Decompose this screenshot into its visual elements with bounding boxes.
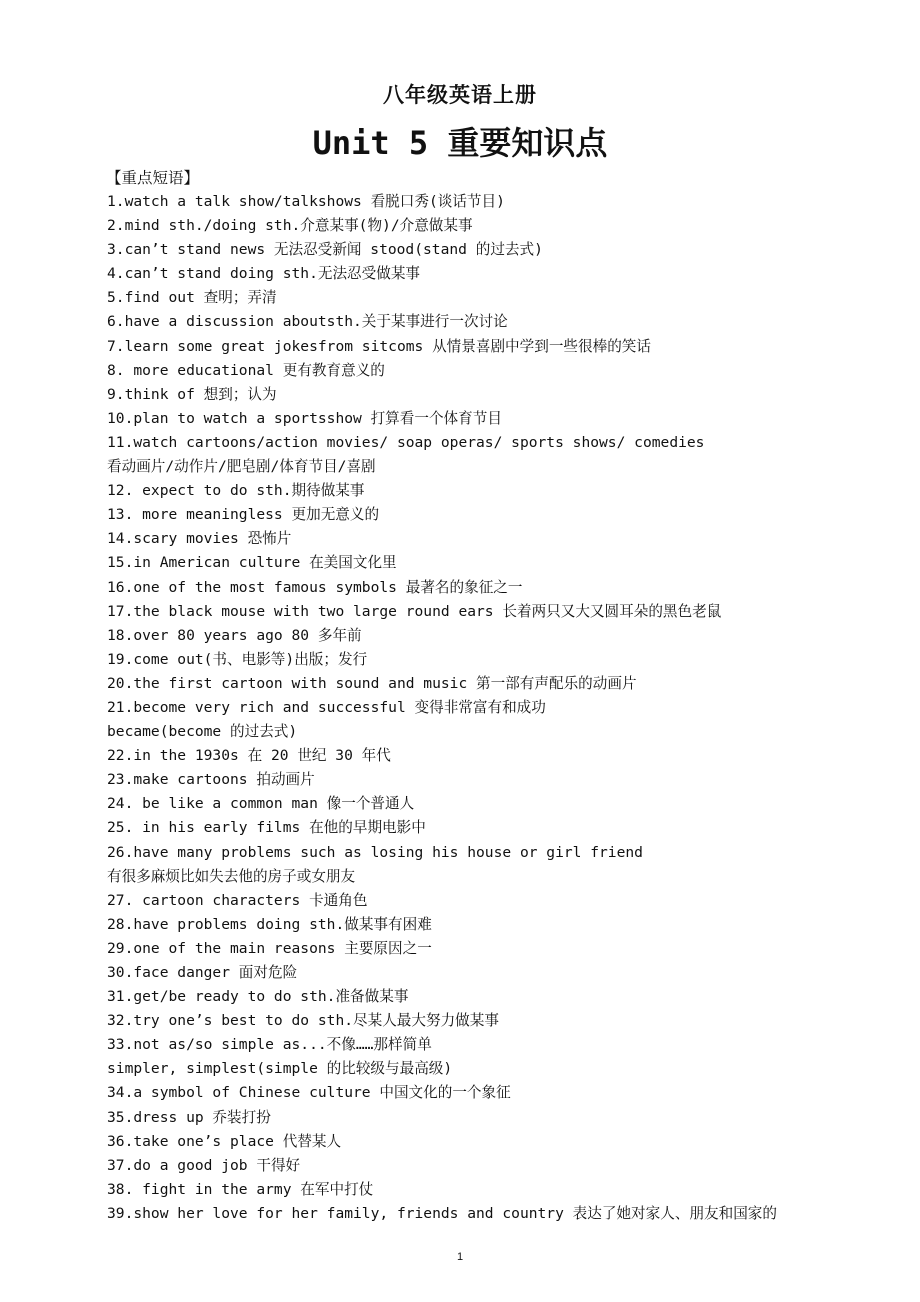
phrase-line: 35.dress up 乔装打扮 [107,1108,271,1126]
phrase-line: 24. be like a common man 像一个普通人 [107,795,415,813]
page-number: 1 [456,1251,464,1263]
phrase-line: 16.one of the most famous symbols 最著名的象征之一 [107,578,523,596]
document-subtitle: Unit 5 重要知识点 [312,124,608,162]
phrase-line: 17.the black mouse with two large round ears 长着两只又大又圆耳朵的黑色老鼠 [107,602,722,620]
phrase-line: 5.find out 查明；弄清 [107,289,277,307]
phrase-line: 39.show her love for her family, friends and country 表达了她对家人、朋友和国家的 [107,1204,777,1222]
phrase-line: 30.face danger 面对危险 [107,964,298,981]
phrase-line: 看动画片/动作片/肥皂剧/体育节目/喜剧 [107,458,376,476]
phrase-line: 20.the first cartoon with sound and music 第一部有声配乐的动画片 [107,674,637,692]
phrase-line: became(become 的过去式) [107,723,298,741]
phrase-line: 34.a symbol of Chinese culture 中国文化的一个象征 [107,1084,511,1102]
phrase-line: 2.mind sth./doing sth.介意某事(物)/介意做某事 [107,217,473,235]
phrase-line: 26.have many problems such as losing his house or girl friend [107,843,643,861]
phrase-line: 28.have problems doing sth.做某事有困难 [107,915,432,933]
phrase-line: 36.take one’s place 代替某人 [107,1132,342,1150]
phrase-line: simpler, simplest(simple 的比较级与最高级) [107,1060,453,1078]
phrase-line: 31.get/be ready to do sth.准备做某事 [107,988,409,1006]
phrase-line: 19.come out(书、电影等)出版；发行 [107,650,368,668]
phrase-line: 27. cartoon characters 卡通角色 [107,891,368,909]
phrase-line: 29.one of the main reasons 主要原因之一 [107,939,432,957]
phrase-line: 22.in the 1930s 在 20 世纪 30 年代 [107,747,391,765]
phrase-line: 7.learn some great jokesfrom sitcoms 从情景喜剧中学到一些很棒的笑话 [107,337,651,355]
phrase-line: 1.watch a talk show/talkshows 看脱口秀(谈话节目) [107,193,505,210]
phrase-line: 25. in his early films 在他的早期电影中 [107,819,426,837]
phrase-line: 3.can’t stand news 无法忍受新闻 stood(stand 的过去式) [107,241,543,259]
phrase-line: 有很多麻烦比如失去他的房子或女朋友 [107,867,356,885]
phrase-line: 12. expect to do sth.期待做某事 [107,482,365,500]
phrase-line: 33.not as/so simple as...不像……那样简单 [107,1036,432,1054]
phrase-line: 9.think of 想到；认为 [107,385,277,403]
phrase-line: 14.scary movies 恐怖片 [107,530,292,548]
document-title: 八年级英语上册 [383,83,537,107]
phrase-line: 15.in American culture 在美国文化里 [107,554,397,572]
phrase-list [107,190,897,1226]
section-heading-key-phrases: 【重点短语】 [106,169,200,187]
phrase-line: 8. more educational 更有教育意义的 [107,361,385,379]
phrase-line: 38. fight in the army 在军中打仗 [107,1180,374,1198]
phrase-line: 32.try one’s best to do sth.尽某人最大努力做某事 [107,1012,499,1030]
phrase-line: 6.have a discussion aboutsth.关于某事进行一次讨论 [107,313,508,331]
phrase-line: 37.do a good job 干得好 [107,1156,301,1174]
phrase-line: 23.make cartoons 拍动画片 [107,771,315,789]
phrase-line: 10.plan to watch a sportsshow 打算看一个体育节目 [107,409,502,427]
phrase-line: 18.over 80 years ago 80 多年前 [107,626,362,644]
phrase-line: 21.become very rich and successful 变得非常富有和成功 [107,698,546,716]
phrase-line: 11.watch cartoons/action movies/ soap operas/ sports shows/ comedies [107,433,705,451]
phrase-line: 4.can’t stand doing sth.无法忍受做某事 [107,265,421,283]
phrase-line: 13. more meaningless 更加无意义的 [107,506,380,524]
